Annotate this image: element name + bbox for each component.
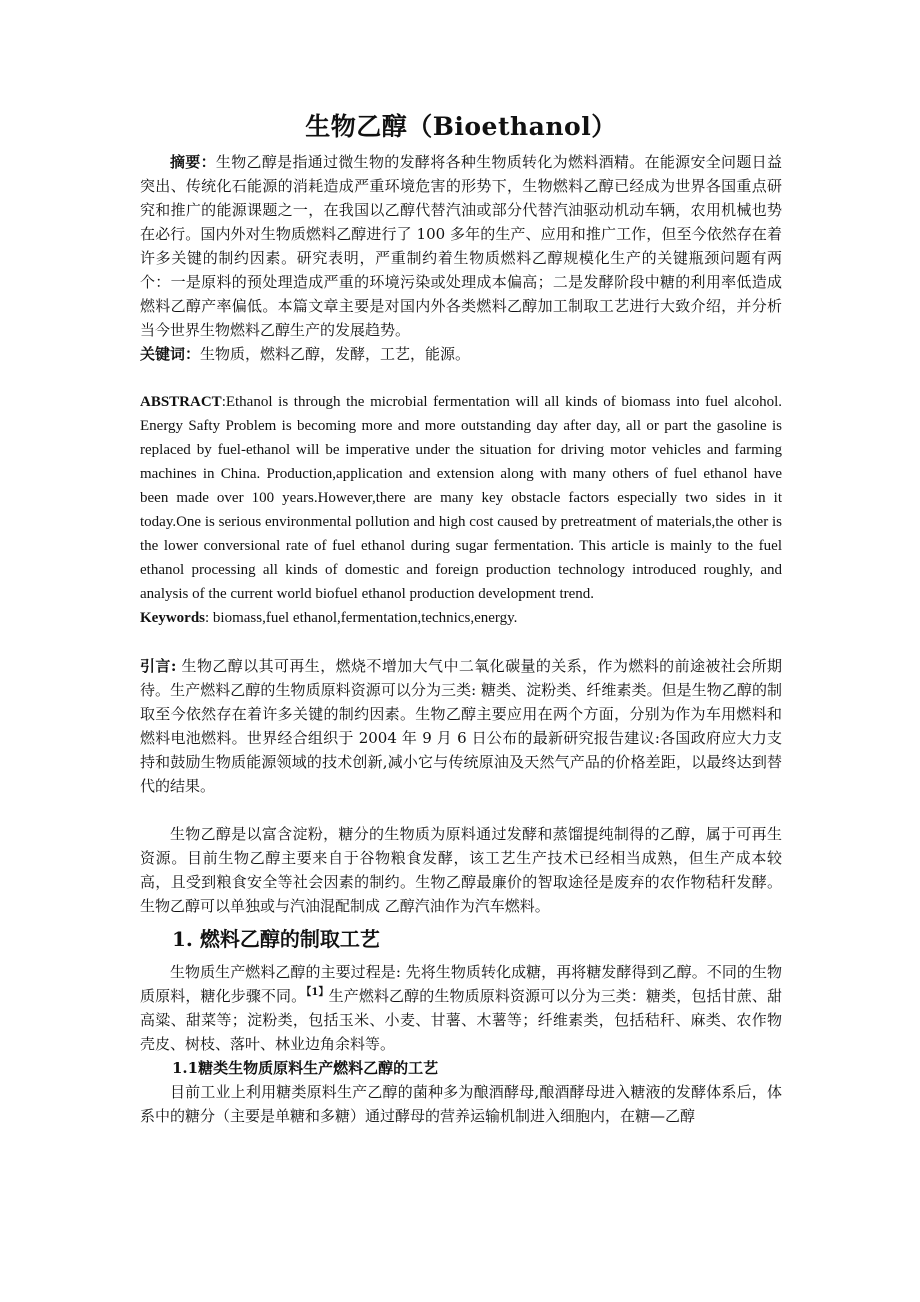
keywords-text: 生物质，燃料乙醇，发酵，工艺，能源。 (200, 345, 471, 363)
document-page (140, 110, 782, 1128)
english-keywords-label: Keywords (140, 610, 205, 626)
spacer (140, 798, 782, 822)
spacer (140, 630, 782, 654)
section-1-1-paragraph: 目前工业上利用糖类原料生产乙醇的菌种多为酿酒酵母,酿酒酵母进入糖液的发酵体系后，体系中的糖分（主要是单糖和多糖）通过酵母的营养运输机制进入细胞内，在糖—乙醇 (140, 1083, 782, 1125)
english-abstract (140, 390, 782, 606)
section-number: 1.1 (172, 1059, 199, 1077)
section-title: 糖类生物质原料生产燃料乙醇的工艺 (198, 1059, 439, 1077)
introduction (140, 654, 782, 798)
introduction-text: 生物乙醇以其可再生，燃烧不增加大气中二氧化碳量的关系，作为燃料的前途被社会所期待。生产燃料乙醇的生物质原料资源可以分为三类: 糖类、淀粉类、纤维素类。但是生物乙醇的制取至今依然存在着许多关键的制约因素。生物乙醇主要应用在两个方面，分别为作为车用燃料和燃料电池燃料。世界经合组织于 2004 年 9 月 6 日公布的最新研究报告建议:各国政府应大力支持和鼓励生物质能源领域的技术创新,减小它与传统原油及天然气产品的价格差距，以最终达到替代的结果。 (140, 657, 782, 795)
section-1-paragraph (140, 960, 782, 1056)
english-abstract-text: :Ethanol is through the microbial fermentation will all kinds of biomass into fuel alcohol. Energy Safty Problem is becoming more and more outstanding day after day, all or part the gasoline is replaced by fuel-ethanol will be imperative under the situation for driving motor vehicles and farming machines in China. Production,application and extension along with many others of fuel ethanol have been made over 100 years.However,there are many key obstacle factors especially two sides in it today.One is serious environmental pollution and high cost caused by pretreatment of materials,the other is the lower conversional rate of fuel ethanol during sugar fermentation. This article is mainly to the fuel ethanol processing all kinds of domestic and foreign production technology introduced roughly, and analysis of the current world biofuel ethanol production development trend. (140, 394, 782, 602)
document-title: 生物乙醇（Bioethanol） (305, 112, 617, 141)
chinese-abstract (140, 150, 782, 342)
section-1-text-b: 生产燃料乙醇的生物质原料资源可以分为三类：糖类，包括甘蔗、甜高粱、甜菜等；淀粉类，包括玉米、小麦、甘薯、木薯等；纤维素类，包括秸秆、麻类、农作物壳皮、树枝、落叶、林业边角余料等。 (140, 987, 782, 1053)
english-keywords-text: : biomass,fuel ethanol,fermentation,technics,energy. (205, 610, 518, 626)
paragraph-bioethanol-definition: 生物乙醇是以富含淀粉，糖分的生物质为原料通过发酵和蒸馏提纯制得的乙醇，属于可再生资源。目前生物乙醇主要来自于谷物粮食发酵，该工艺生产技术已经相当成熟，但生产成本较高，且受到粮食安全等社会因素的制约。生物乙醇最廉价的智取途径是废弃的农作物秸秆发酵。生物乙醇可以单独或与汽油混配制成 乙醇汽油作为汽车燃料。 (140, 825, 782, 915)
abstract-text: 生物乙醇是指通过微生物的发酵将各种生物质转化为燃料酒精。在能源安全问题日益突出、传统化石能源的消耗造成严重环境危害的形势下，生物燃料乙醇已经成为世界各国重点研究和推广的能源课题之一，在我国以乙醇代替汽油或部分代替汽油驱动机动车辆，农用机械也势在必行。国内外对生物质燃料乙醇进行了 100 多年的生产、应用和推广工作，但至今依然存在着许多关键的制约因素。研究表明，严重制约着生物质燃料乙醇规模化生产的关键瓶颈问题有两个：一是原料的预处理造成严重的环境污染或处理成本偏高；二是发酵阶段中糖的利用率低造成燃料乙醇产率偏低。本篇文章主要是对国内外各类燃料乙醇加工制取工艺进行大致介绍，并分析当今世界生物燃料乙醇生产的发展趋势。 (140, 153, 782, 339)
section-heading-1: 1. 燃料乙醇的制取工艺 (172, 927, 380, 951)
english-abstract-label: ABSTRACT (140, 394, 222, 410)
abstract-label: 摘要： (170, 153, 216, 171)
introduction-label: 引言: (140, 657, 177, 675)
chinese-keywords (140, 342, 782, 366)
english-keywords (140, 606, 782, 630)
spacer (140, 366, 782, 390)
section-heading-1-1 (172, 1056, 782, 1080)
reference-marker: 【1】 (306, 987, 329, 998)
keywords-label: 关键词： (140, 345, 201, 363)
section-1-text-a: 生物质生产燃料乙醇的主要过程是: 先将生物质转化成糖，再将糖发酵得到乙醇。不同的生物质原料，糖化步骤不同。 (140, 963, 782, 1005)
